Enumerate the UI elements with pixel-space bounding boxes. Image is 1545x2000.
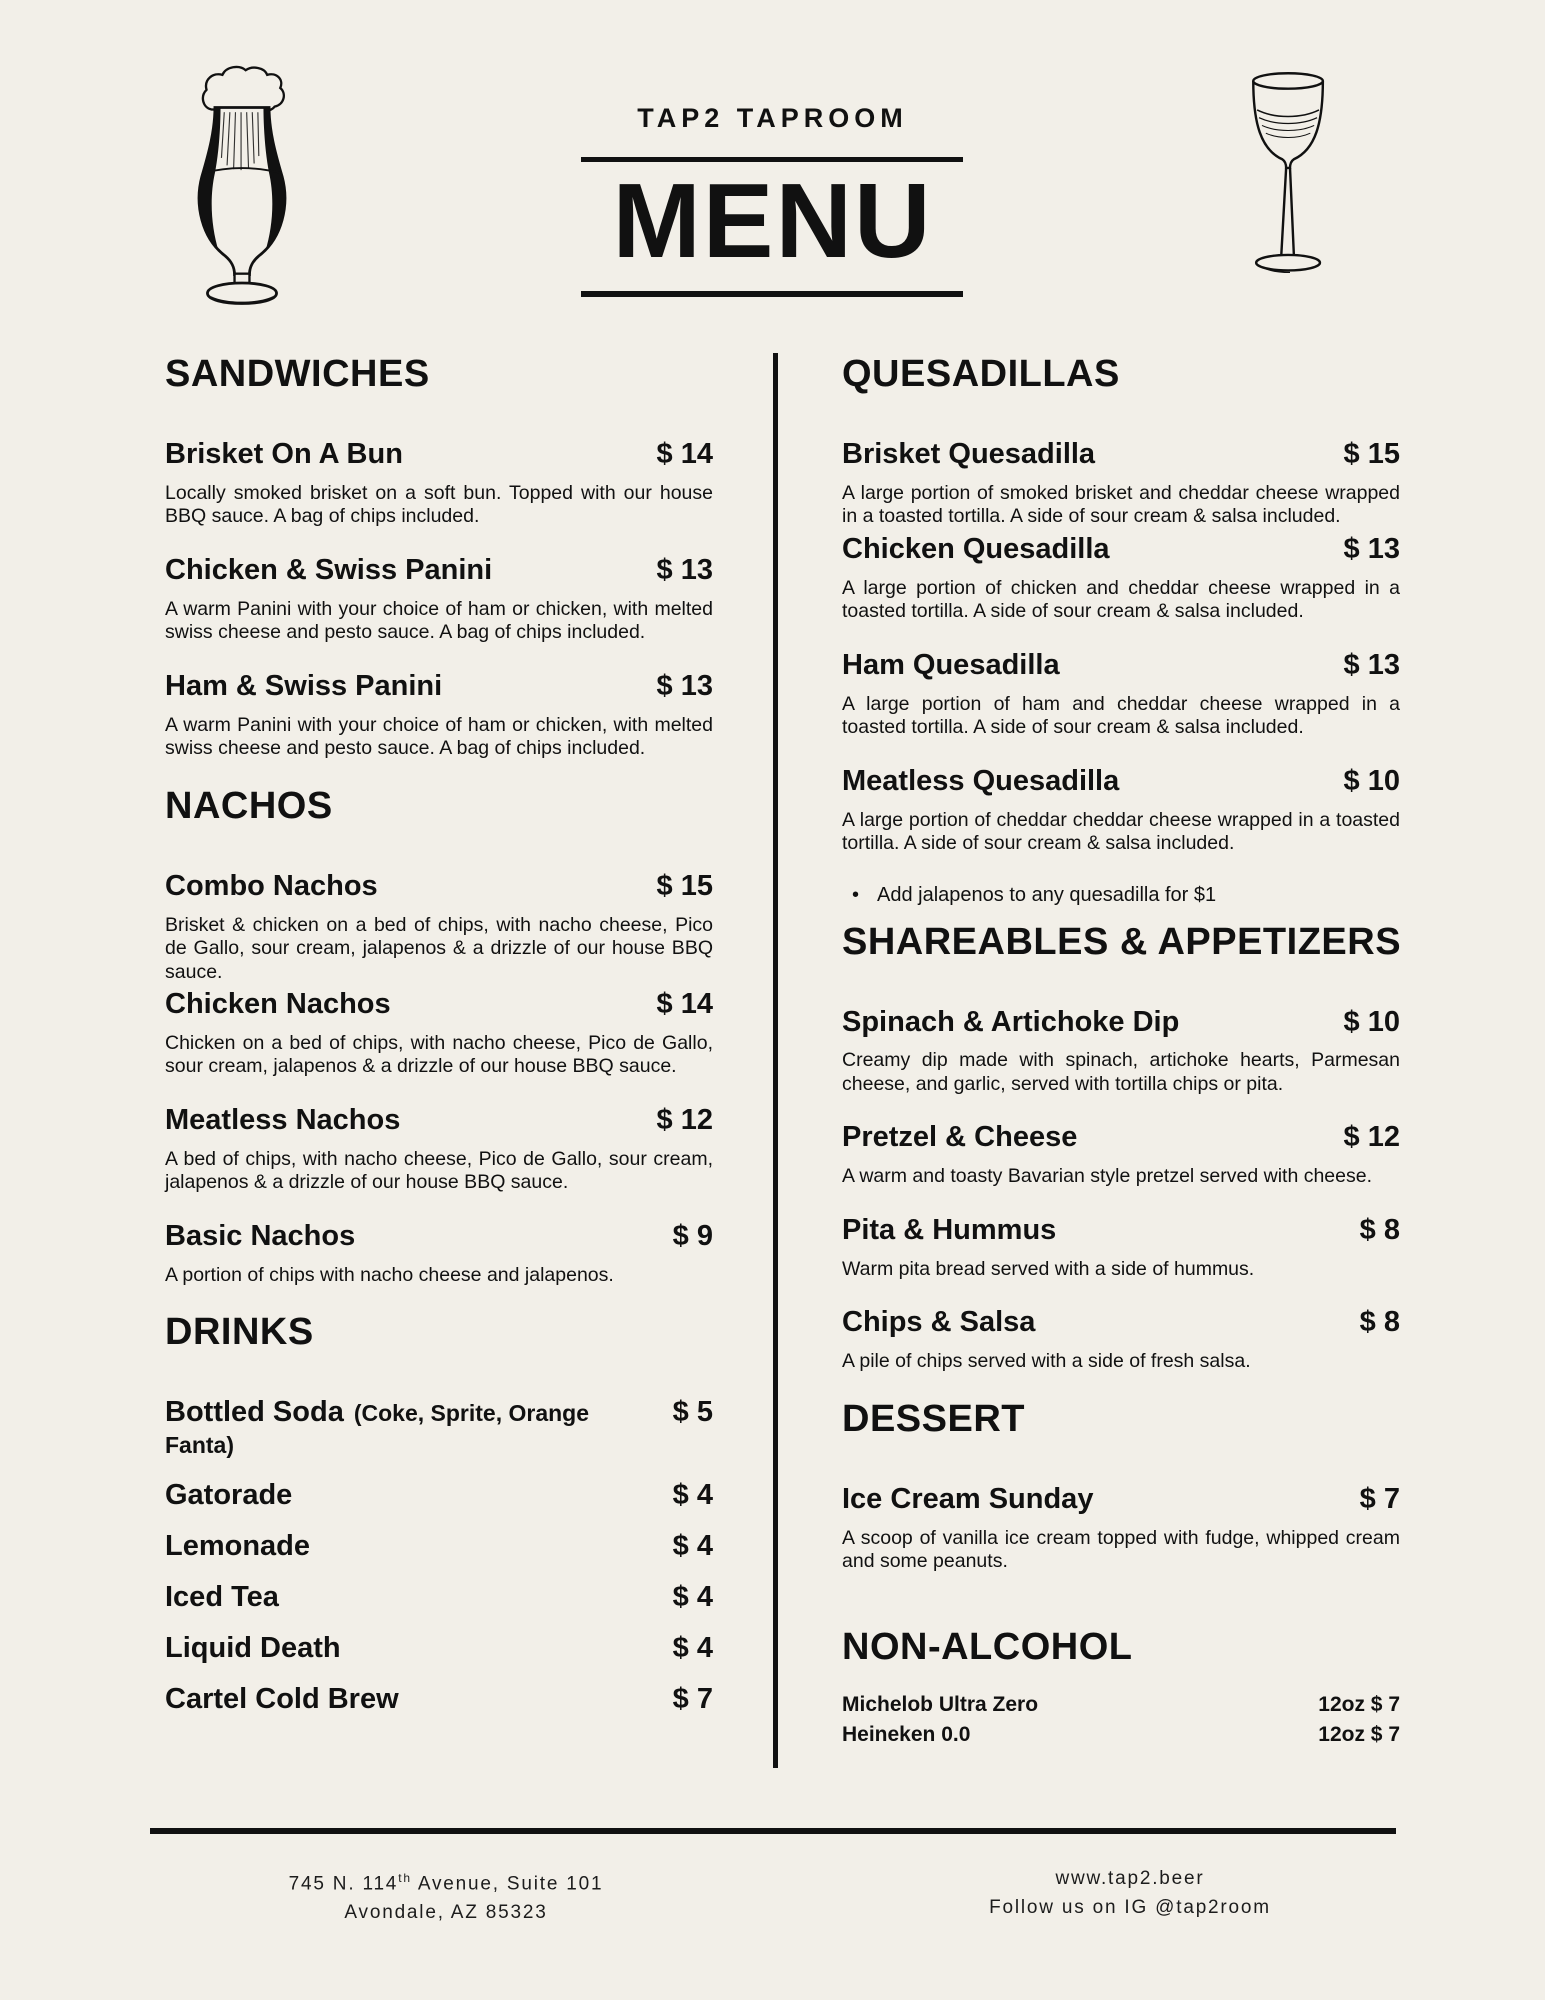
menu-item: [165, 1633, 713, 1665]
item-price: $ 4: [672, 1631, 713, 1664]
item-name: Gatorade: [165, 1479, 293, 1512]
item-description: A warm and toasty Bavarian style pretzel served with cheese.: [842, 1165, 1373, 1188]
item-name: Iced Tea: [165, 1580, 279, 1613]
wine-glass-icon: [1232, 64, 1348, 304]
item-price: $ 15: [656, 869, 713, 902]
item-price: $ 14: [656, 988, 713, 1021]
item-price: $ 14: [656, 438, 713, 470]
item-description: A scoop of vanilla ice cream topped with fudge, whipped cream and some peanuts.: [842, 1526, 1400, 1573]
item-description: A large portion of chicken and cheddar cheese wrapped in a toasted tortilla. A side of sour cream & salsa included.: [842, 576, 1400, 623]
menu-item: [165, 1480, 713, 1512]
item-price: $ 9: [672, 1219, 713, 1252]
section-drinks: [165, 1313, 713, 1715]
menu-item: [842, 1720, 1400, 1750]
section-title: SHAREABLES & APPETIZERS: [842, 920, 1402, 963]
section-quesadillas: [842, 355, 1400, 907]
item-description: Warm pita bread served with a side of hummus.: [842, 1257, 1255, 1280]
menu-item: [165, 1684, 713, 1716]
item-name: Heineken 0.0: [842, 1722, 971, 1746]
menu-item: [165, 671, 713, 761]
item-price: $ 8: [1359, 1306, 1400, 1339]
menu-item: [165, 989, 713, 1079]
item-price: $ 4: [672, 1529, 713, 1562]
item-name: Meatless Nachos: [165, 1103, 401, 1136]
item-description: Creamy dip made with spinach, artichoke hearts, Parmesan cheese, and garlic, served with tortilla chips or pita.: [842, 1049, 1400, 1095]
item-name: Bottled Soda: [165, 1396, 344, 1429]
menu-item: [842, 439, 1400, 529]
header-rule-bottom: [581, 291, 963, 297]
item-price: $ 10: [1343, 764, 1400, 797]
footer-rule: [150, 1828, 1396, 1834]
item-price: $ 13: [1343, 532, 1400, 565]
section-sandwiches: [165, 355, 713, 761]
footer-social: [842, 1864, 1418, 1922]
item-name: Meatless Quesadilla: [842, 764, 1120, 797]
item-name: Chicken & Swiss Panini: [165, 553, 493, 586]
menu-item: [165, 1397, 713, 1461]
section-title: NACHOS: [165, 784, 333, 827]
quesadilla-addon-note: [852, 882, 1400, 907]
item-description: A large portion of cheddar cheddar cheese wrapped in a toasted tortilla. A side of sour cream & salsa included.: [842, 808, 1400, 855]
page-title: MENU: [612, 162, 933, 280]
item-note: (Coke, Sprite, Orange Fanta): [165, 1400, 590, 1459]
menu-item: [842, 1690, 1400, 1720]
item-name: Ham Quesadilla: [842, 648, 1060, 681]
item-price: 12oz $ 7: [1318, 1692, 1400, 1716]
menu-item: [165, 555, 713, 645]
item-name: Pita & Hummus: [842, 1213, 1057, 1246]
item-price: $ 7: [1359, 1482, 1400, 1515]
item-description: Locally smoked brisket on a soft bun. Topped with our house BBQ sauce. A bag of chips included.: [165, 481, 713, 528]
item-description: A large portion of ham and cheddar cheese wrapped in a toasted tortilla. A side of sour cream & salsa included.: [842, 692, 1400, 739]
item-price: $ 8: [1359, 1213, 1400, 1246]
item-name: Chicken Nachos: [165, 988, 391, 1021]
item-price: $ 13: [1343, 648, 1400, 681]
item-description: A bed of chips, with nacho cheese, Pico de Gallo, sour cream, jalapenos & a drizzle of our house BBQ sauce.: [165, 1147, 713, 1194]
right-column: [842, 355, 1400, 1750]
item-name: Ham & Swiss Panini: [165, 669, 443, 702]
item-price: $ 4: [672, 1580, 713, 1613]
menu-item: [165, 1531, 713, 1563]
menu-item: [842, 1484, 1400, 1574]
website-url: www.tap2.beer: [1055, 1868, 1205, 1889]
item-price: $ 15: [1343, 438, 1400, 470]
section-title: DESSERT: [842, 1397, 1025, 1440]
item-name: Combo Nachos: [165, 869, 378, 902]
menu-item: [842, 1215, 1400, 1281]
item-price: $ 5: [672, 1396, 713, 1429]
item-price: $ 4: [672, 1479, 713, 1512]
item-name: Brisket On A Bun: [165, 438, 403, 470]
item-name: Basic Nachos: [165, 1219, 356, 1252]
section-title: SANDWICHES: [165, 353, 430, 395]
item-name: Brisket Quesadilla: [842, 438, 1096, 470]
column-divider: [773, 353, 778, 1768]
menu-item: [165, 1221, 713, 1287]
item-name: Spinach & Artichoke Dip: [842, 1005, 1180, 1038]
menu-item: [165, 439, 713, 529]
section-shareables: [842, 920, 1402, 1374]
item-name: Liquid Death: [165, 1631, 341, 1664]
item-description: A portion of chips with nacho cheese and jalapenos.: [165, 1263, 614, 1286]
address-line-2: Avondale, AZ 85323: [344, 1902, 548, 1924]
address-superscript: th: [398, 1871, 412, 1885]
menu-item: [165, 871, 713, 984]
item-price: $ 7: [672, 1682, 713, 1715]
item-description: A large portion of smoked brisket and cheddar cheese wrapped in a toasted tortilla. A side of sour cream & salsa included.: [842, 481, 1400, 528]
item-description: A warm Panini with your choice of ham or chicken, with melted swiss cheese and pesto sauce. A bag of chips included.: [165, 713, 713, 760]
section-title: DRINKS: [165, 1311, 314, 1354]
section-non-alcohol: [842, 1625, 1400, 1750]
item-name: Michelob Ultra Zero: [842, 1692, 1039, 1716]
item-price: $ 12: [656, 1103, 713, 1136]
instagram-handle: Follow us on IG @tap2room: [989, 1897, 1271, 1918]
item-description: A pile of chips served with a side of fresh salsa.: [842, 1350, 1251, 1373]
menu-item: [165, 1105, 713, 1195]
item-name: Ice Cream Sunday: [842, 1482, 1094, 1515]
bullet-icon: •: [852, 883, 860, 906]
section-dessert: [842, 1397, 1400, 1574]
footer-address: [165, 1864, 727, 1927]
section-title: QUESADILLAS: [842, 353, 1120, 395]
item-description: A warm Panini with your choice of ham or chicken, with melted swiss cheese and pesto sauce. A bag of chips included.: [165, 597, 713, 644]
left-column: [165, 355, 713, 1734]
menu-item: [842, 1122, 1400, 1188]
menu-item: [842, 766, 1400, 856]
menu-item: [842, 1307, 1400, 1373]
section-nachos: [165, 784, 713, 1288]
item-name: Cartel Cold Brew: [165, 1682, 399, 1715]
item-description: Chicken on a bed of chips, with nacho cheese, Pico de Gallo, sour cream, jalapenos & a drizzle of our house BBQ sauce.: [165, 1031, 713, 1078]
address-line-1: 745 N. 114th Avenue, Suite 101: [288, 1871, 604, 1895]
item-price: $ 13: [656, 553, 713, 586]
item-name: Pretzel & Cheese: [842, 1121, 1078, 1154]
addon-note-text: Add jalapenos to any quesadilla for $1: [877, 883, 1217, 906]
brand-name: TAP2 TAPROOM: [637, 103, 908, 133]
menu-item: [842, 534, 1400, 624]
menu-item: [842, 1007, 1400, 1097]
item-price: $ 10: [1343, 1005, 1400, 1038]
item-price: $ 12: [1343, 1121, 1400, 1154]
item-name: Chicken Quesadilla: [842, 532, 1110, 565]
menu-item: [165, 1582, 713, 1614]
item-description: Brisket & chicken on a bed of chips, with nacho cheese, Pico de Gallo, sour cream, jalapenos & a drizzle of our house BBQ sauce.: [165, 913, 713, 983]
item-price: 12oz $ 7: [1318, 1722, 1400, 1746]
item-price: $ 13: [656, 669, 713, 702]
item-name: Lemonade: [165, 1529, 311, 1562]
item-name: Chips & Salsa: [842, 1306, 1036, 1339]
menu-item: [842, 650, 1400, 740]
section-title: NON-ALCOHOL: [842, 1625, 1133, 1668]
